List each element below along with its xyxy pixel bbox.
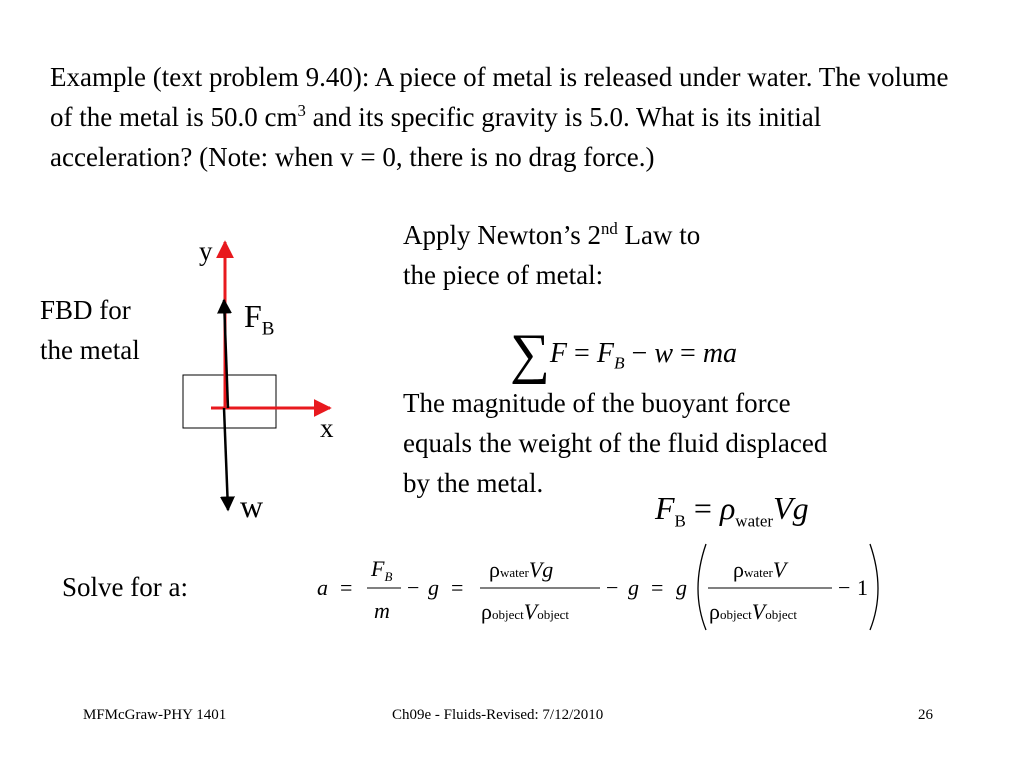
eq3-eq1: = xyxy=(340,575,353,600)
eq3-eq2: = xyxy=(451,575,464,600)
eq3-a: a xyxy=(317,575,328,600)
buoyant-equation: $F_B = \rho_{water}Vg$ xyxy=(655,490,809,531)
newton-equation: $\sum F = F_B - w$ = ma xyxy=(510,323,738,385)
buoyant-force-label: $F_B$ xyxy=(244,298,275,340)
y-axis-label: y xyxy=(199,236,213,266)
eq3-g3: g xyxy=(676,575,687,600)
footer-chapter: Ch09e - Fluids-Revised: 7/12/2010 xyxy=(392,707,604,723)
problem-text-b: and its specific gravity is 5.0. What is its initial acceleration? (Note: when v = 0, there is no drag force.) xyxy=(50,102,822,172)
apply-newton-text: Apply Newton’s 2nd Law to the piece of metal: xyxy=(403,219,701,290)
eq3-m: m xyxy=(374,598,390,623)
eq3-minus3: − xyxy=(838,575,851,600)
eq3-num3: ρwaterV xyxy=(733,557,787,582)
footer-author: MFMcGraw-PHY 1401 xyxy=(83,707,227,723)
eq3-one: 1 xyxy=(857,575,868,600)
cubic-superscript: 3 xyxy=(297,101,306,120)
footer-page-number: 26 xyxy=(918,707,933,723)
fbd-label-line1: FBD for xyxy=(40,295,131,325)
problem-text-a: Example (text problem 9.40): A piece of metal is released under water. The volume of the metal is 50.0 cm xyxy=(50,62,949,132)
eq3-g1: g xyxy=(428,575,439,600)
eq3-den2: ρobjectVobject xyxy=(481,599,569,624)
eq3-fb: $F_B$ xyxy=(371,556,393,584)
buoyant-force-text: The magnitude of the buoyant force equals the weight of the fluid displaced by the metal. xyxy=(403,388,828,498)
eq3-eq3: = xyxy=(651,575,664,600)
weight-label: w xyxy=(240,488,264,524)
eq3-minus1: − xyxy=(407,575,420,600)
x-axis-label: x xyxy=(320,413,334,443)
eq3-den3: ρobjectVobject xyxy=(709,599,797,624)
eq3-g2: g xyxy=(628,575,639,600)
eq3-num2: ρwaterVg xyxy=(489,557,554,582)
fbd-label-line2: the metal xyxy=(40,335,140,365)
eq3-minus2: − xyxy=(606,575,619,600)
solve-label: Solve for a: xyxy=(62,572,188,602)
